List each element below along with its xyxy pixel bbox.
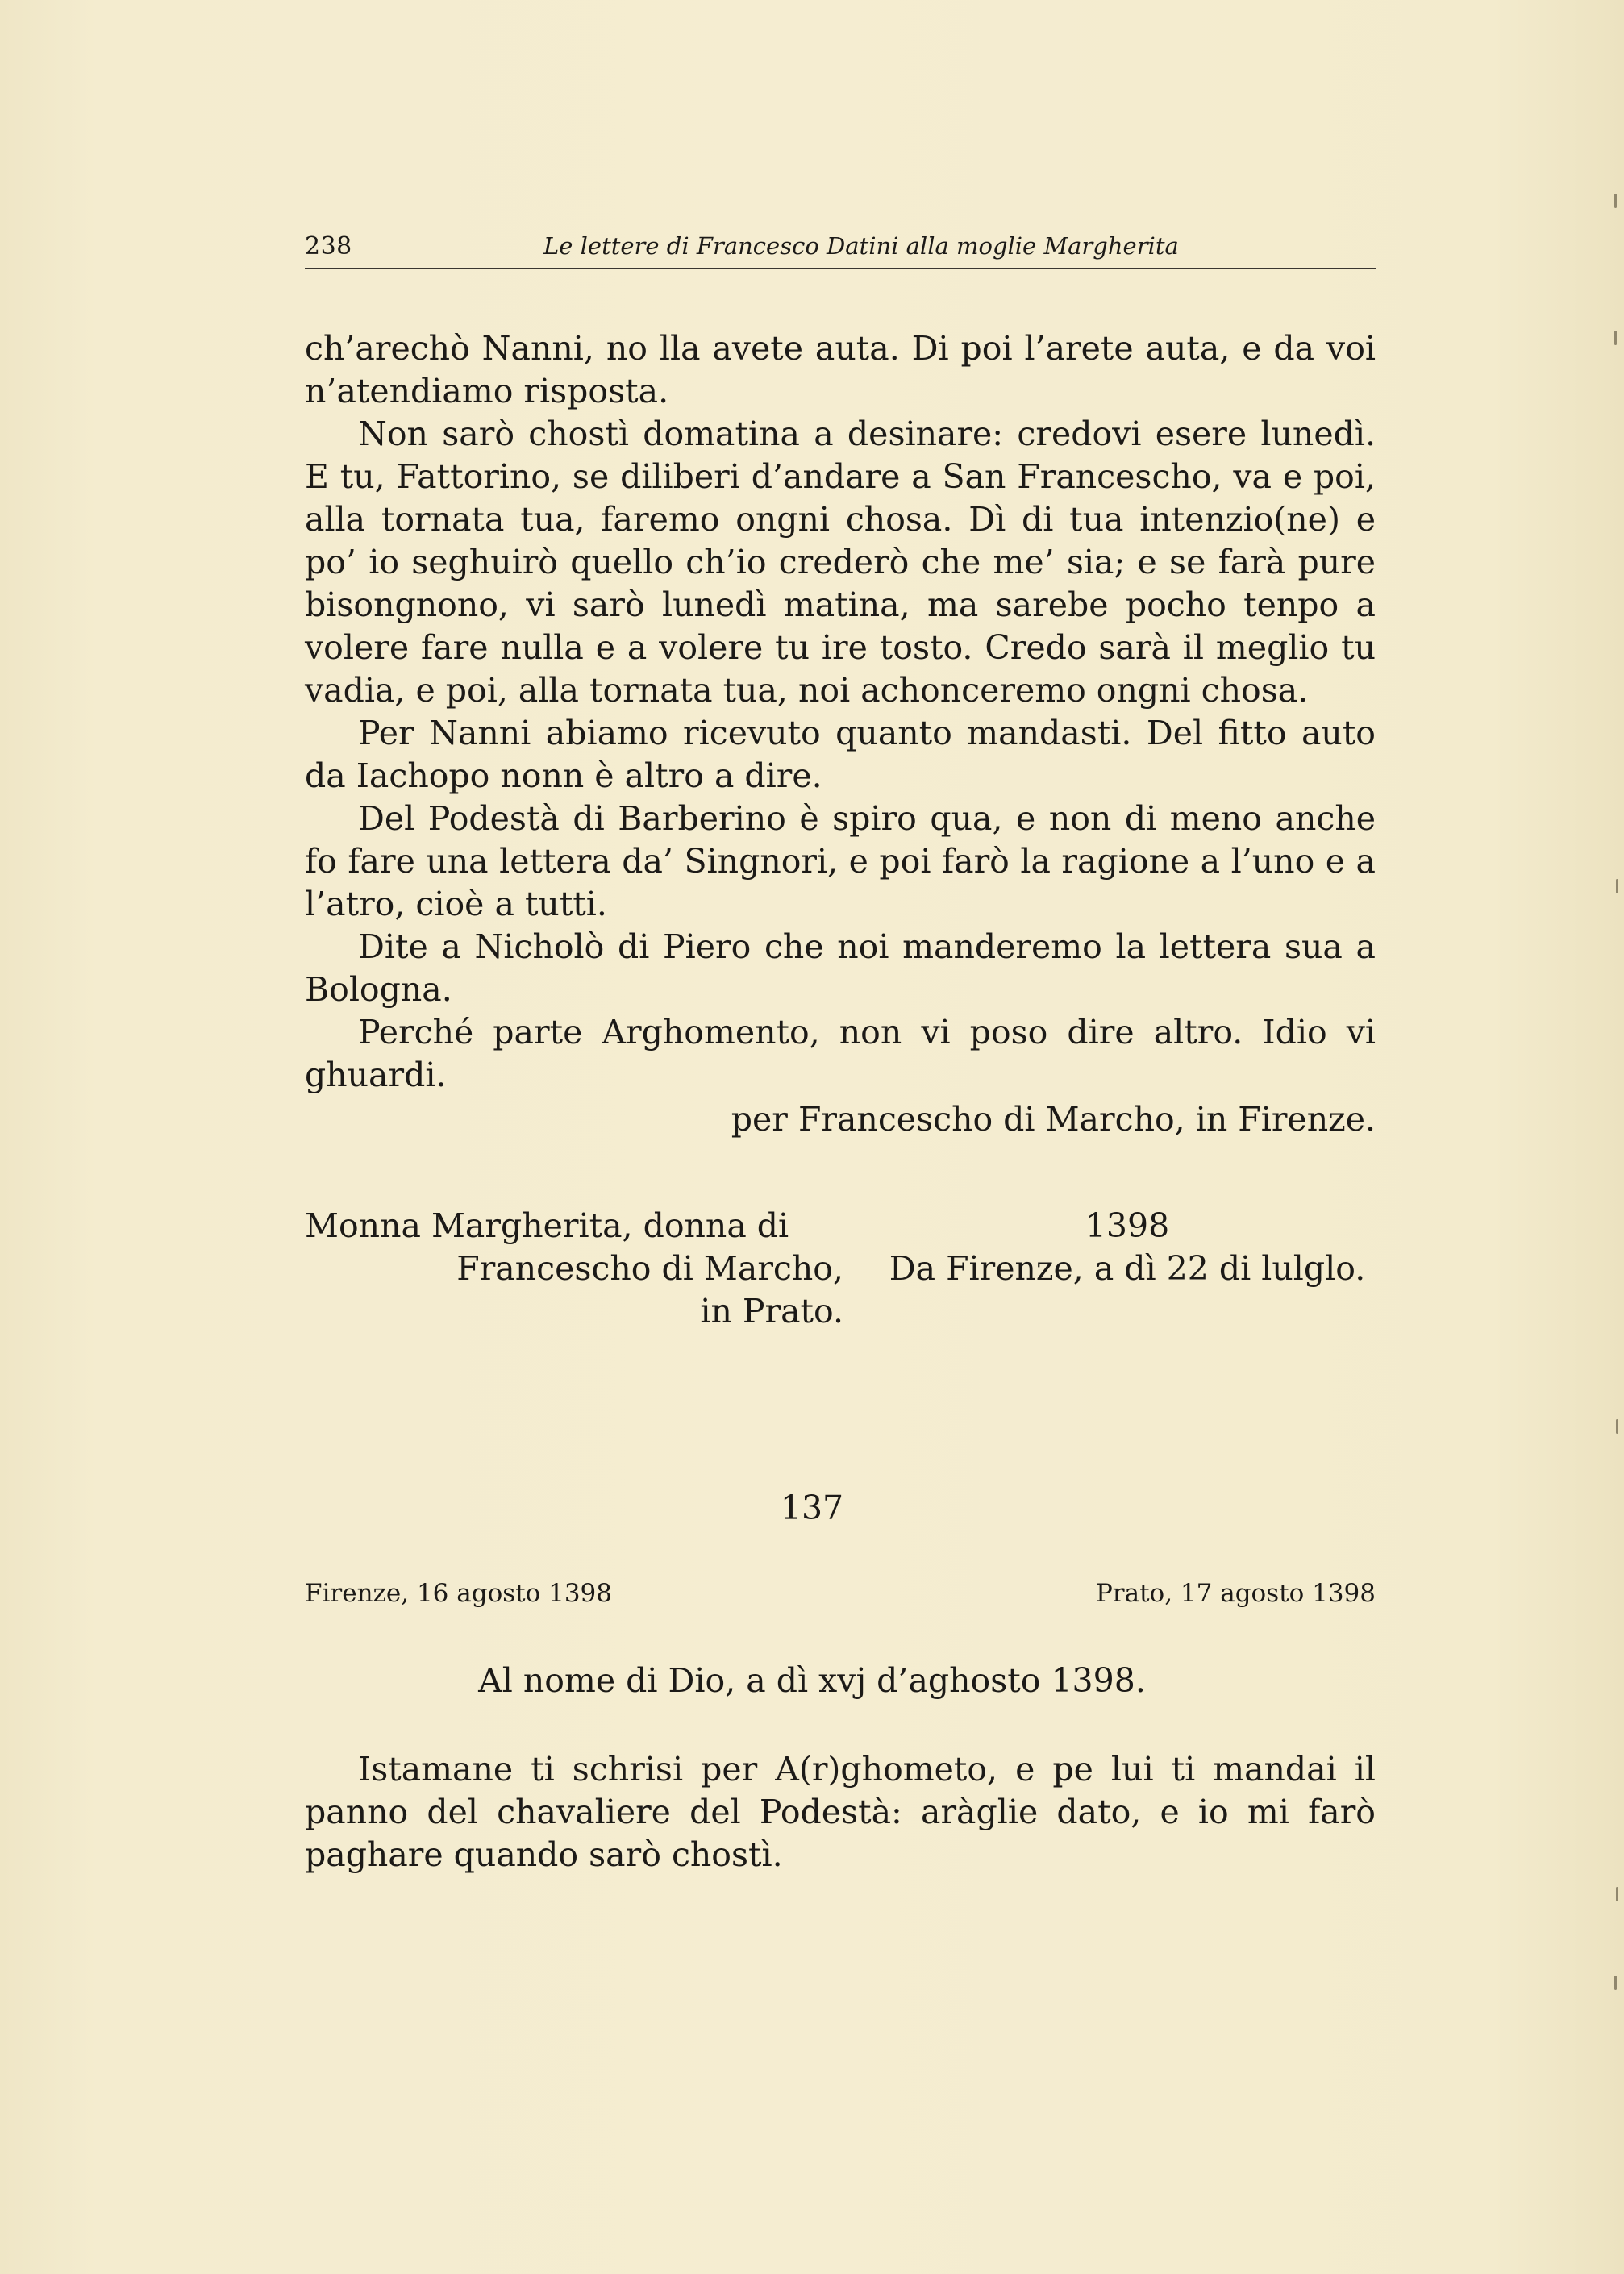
address-line: in Prato. xyxy=(700,1292,843,1331)
page-edge-mark xyxy=(1614,194,1617,208)
date-note xyxy=(879,1205,1376,1290)
letter-137-body xyxy=(305,1748,1376,1876)
page-edge-mark xyxy=(1616,1419,1618,1434)
paragraph: Perché parte Arghomento, non vi poso dire altro. Idio vi ghuardi. xyxy=(305,1013,1376,1094)
running-title: Le lettere di Francesco Datini alla moglie Margherita xyxy=(543,232,1179,260)
page-edge-mark xyxy=(1614,1976,1617,1990)
address-line: Monna Margherita, donna di xyxy=(305,1206,789,1245)
place-sent: Firenze, 16 agosto 1398 xyxy=(305,1579,613,1608)
address-line: Francescho di Marcho, xyxy=(456,1249,843,1288)
date-note-year: 1398 xyxy=(1085,1206,1170,1245)
paragraph: Del Podestà di Barberino è spiro qua, e non di meno anche fo fare una lettera da’ Singnori, e poi farò la ragione a l’uno e a l’atro, cioè a tutti. xyxy=(305,799,1376,923)
letter-number: 137 xyxy=(780,1489,844,1527)
paragraph: Non sarò chostì domatina a desinare: credovi esere lunedì. E tu, Fattorino, se diliberi d’andare a San Francescho, va e poi, alla tornata tua, faremo ongni chosa. Dì di tua intenzio(ne) e po’ io seghuirò quello ch’io crederò che me’ sia; e se farà pure bisongnono, vi sarò lunedì matina, ma sarebe pocho tenpo a volere fare nulla e a volere tu ire tosto. Credo sarà il meglio tu vadia, e poi, alla tornata tua, noi achonceremo ongni chosa. xyxy=(305,414,1376,710)
letter-opening: Al nome di Dio, a dì xvj d’aghosto 1398. xyxy=(478,1661,1146,1700)
paragraph: ch’arechò Nanni, no lla avete auta. Di poi l’arete auta, e da voi n’atendiamo risposta. xyxy=(305,329,1376,410)
page-edge-mark xyxy=(1616,879,1618,893)
page-number: 238 xyxy=(305,232,352,260)
page-edge-mark xyxy=(1616,1887,1618,1901)
address-block xyxy=(305,1205,843,1333)
letter-136-body xyxy=(305,327,1376,1097)
paragraph: Istamane ti schrisi per A(r)ghometo, e pe lui ti mandai il panno del chavaliere del Podestà: aràglie dato, e io mi farò paghare quando sarò chostì. xyxy=(305,1750,1376,1874)
date-note-line: Da Firenze, a dì 22 di lulglo. xyxy=(889,1249,1366,1288)
paragraph: Per Nanni abiamo ricevuto quanto mandasti. Del fitto auto da Iachopo nonn è altro a dire. xyxy=(305,714,1376,795)
signature: per Francescho di Marcho, in Firenze. xyxy=(731,1100,1376,1139)
paragraph: Dite a Nicholò di Piero che noi manderemo la lettera sua a Bologna. xyxy=(305,927,1376,1009)
page-edge-mark xyxy=(1614,331,1617,345)
running-header xyxy=(305,227,1376,269)
place-received: Prato, 17 agosto 1398 xyxy=(1095,1579,1376,1608)
